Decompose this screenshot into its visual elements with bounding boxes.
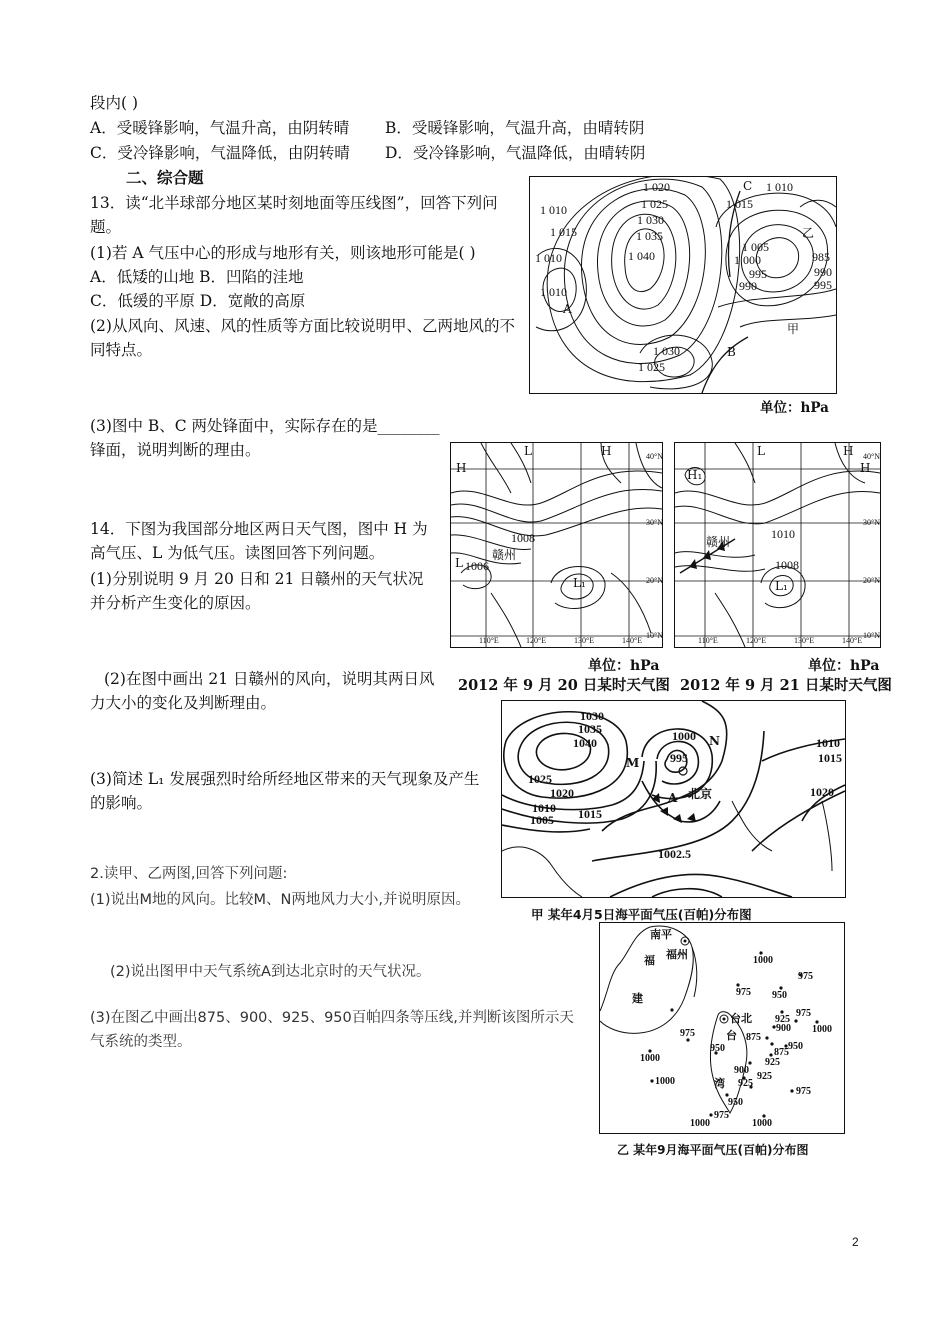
pressure-value: 875	[774, 1047, 789, 1058]
pressure-value: 975	[796, 1008, 811, 1019]
region-label: 台	[726, 1029, 737, 1042]
pressure-value: 975	[736, 987, 751, 998]
isobar-label: 1020	[810, 785, 834, 799]
page-number: 2	[852, 1235, 859, 1249]
isobar-label: 1 010	[766, 180, 793, 194]
pressure-value: 950	[772, 990, 787, 1001]
pressure-value: 1000	[752, 1118, 772, 1129]
region-label: 湾	[714, 1077, 725, 1090]
pressure-map-yi	[599, 922, 845, 1134]
pressure-center-h: H	[843, 444, 854, 458]
pressure-center-l: L	[524, 444, 532, 458]
isobar-label: 1 035	[636, 229, 663, 243]
q12-option-c: C．受冷锋影响，气温降低，由阴转晴	[90, 144, 350, 162]
q13-unit-label: 单位：hPa	[760, 400, 829, 416]
q14-part2: (2)在图中画出 21 日赣州的风向，说明其两日风力大小的变化及判断理由。	[90, 670, 435, 712]
isobar-label: 1015	[818, 751, 842, 765]
isobar-label: 1008	[511, 531, 535, 545]
q2-part1: (1)说出M地的风向。比较M、N两地风力大小,并说明原因。	[90, 892, 471, 908]
isobar-label: 1 010	[540, 203, 567, 217]
caption-jia: 甲 某年4月5日海平面气压(百帕)分布图	[531, 907, 752, 922]
location-n: N	[709, 734, 720, 748]
isobar-label: 1035	[578, 722, 602, 736]
isobar-label: 1 025	[638, 360, 665, 374]
location-jia: 甲	[787, 322, 800, 336]
longitude-label: 110°E	[479, 636, 499, 645]
front-b: B	[727, 345, 736, 359]
isobar-label: 1040	[573, 736, 597, 750]
latitude-label: 30°N	[863, 518, 880, 527]
pressure-center-h: H	[456, 461, 467, 475]
city-ganzhou: 赣州	[492, 548, 517, 562]
pressure-center-h: H	[601, 444, 612, 458]
caption-sep21: 2012 年 9 月 21 日某时天气图	[680, 677, 892, 694]
pressure-value: 975	[796, 1086, 811, 1097]
pressure-center-l1: L₁	[775, 579, 788, 593]
isobar-label: 1020	[550, 786, 574, 800]
isobar-label: 1 025	[641, 197, 668, 211]
longitude-label: 130°E	[794, 636, 815, 645]
pressure-value: 950	[788, 1041, 803, 1052]
latitude-label: 40°N	[863, 452, 880, 461]
q13-stem: 13．读“北半球部分地区某时刻地面等压线图”，回答下列问题。	[90, 194, 498, 236]
weather-map-sep20-lines	[451, 443, 662, 647]
location-m: M	[626, 756, 640, 770]
pressure-center-a: A	[563, 302, 572, 316]
latitude-label: 20°N	[863, 576, 880, 585]
isobar-label: 1000	[672, 729, 696, 743]
pressure-value: 1000	[640, 1053, 660, 1064]
q13-part1: (1)若 A 气压中心的形成与地形有关，则该地形可能是( )	[90, 244, 476, 262]
section-title: 二、综合题	[126, 168, 204, 187]
q14-unit-label-2: 单位：hPa	[808, 658, 880, 674]
isobar-label: 1 015	[550, 225, 577, 239]
pressure-value: 950	[710, 1043, 725, 1054]
longitude-label: 120°E	[746, 636, 767, 645]
pressure-map-yi-lines	[600, 923, 844, 1133]
isobar-label: 1 000	[734, 253, 761, 267]
pressure-value: 1000	[690, 1118, 710, 1129]
q14-stem: 14．下图为我国部分地区两日天气图，图中 H 为高气压、L 为低气压。读图回答下列问题。	[90, 520, 428, 562]
latitude-label: 40°N	[646, 452, 663, 461]
pressure-value: 900	[776, 1023, 791, 1034]
q12-option-b: B．受暖锋影响，气温升高，由晴转阴	[385, 119, 645, 137]
isobar-label: 995	[670, 751, 688, 765]
longitude-label: 120°E	[526, 636, 547, 645]
pressure-value: 925	[775, 1014, 790, 1025]
latitude-label: 30°N	[646, 518, 663, 527]
isobar-label: 1010	[771, 527, 795, 541]
longitude-label: 130°E	[574, 636, 595, 645]
caption-sep20: 2012 年 9 月 20 日某时天气图	[458, 677, 670, 694]
pressure-value: 1000	[753, 955, 773, 966]
q14-unit-label-1: 单位：hPa	[588, 658, 660, 674]
pressure-center-h: H	[860, 461, 871, 475]
isobar-label: 1 010	[540, 285, 567, 299]
pressure-value: 1000	[812, 1024, 832, 1035]
city-fuzhou: 福州	[666, 948, 688, 961]
isobar-label: 1005	[530, 813, 554, 827]
pressure-value: 975	[798, 971, 813, 982]
isobar-label: 1 005	[742, 240, 769, 254]
q14-part3: (3)简述 L₁ 发展强烈时给所经地区带来的天气现象及产生的影响。	[90, 770, 480, 812]
isobar-label: 1008	[775, 558, 799, 572]
city-nanping: 南平	[650, 928, 672, 941]
pressure-map-jia	[501, 700, 846, 898]
weather-map-sep20	[450, 442, 663, 648]
isobar-label: 1 030	[653, 344, 680, 358]
q13-part1-options-ab: A．低矮的山地 B．凹陷的洼地	[90, 268, 304, 286]
pressure-value: 875	[746, 1032, 761, 1043]
location-yi: 乙	[802, 226, 815, 240]
city-beijing: 北京	[688, 787, 713, 801]
latitude-label: 10°N	[863, 631, 880, 640]
isobar-label: 1015	[578, 807, 602, 821]
pressure-value: 925	[765, 1057, 780, 1068]
isobar-lines	[530, 177, 836, 393]
isobar-label: 985	[812, 250, 830, 264]
isobar-label: 1 020	[643, 180, 670, 194]
q14-part1: (1)分别说明 9 月 20 日和 21 日赣州的天气状况并分析产生变化的原因。	[90, 570, 424, 612]
isobar-label: 1 010	[535, 251, 562, 265]
weather-map-sep21	[674, 442, 881, 648]
isobar-map-q13	[529, 176, 837, 394]
isobar-label: 1030	[580, 709, 604, 723]
pressure-value: 925	[738, 1078, 753, 1089]
pressure-center-l: L	[757, 444, 765, 458]
isobar-label: 1006	[465, 559, 489, 573]
caption-yi: 乙 某年9月海平面气压(百帕)分布图	[617, 1143, 809, 1157]
isobar-label: 990	[814, 265, 832, 279]
longitude-label: 110°E	[698, 636, 718, 645]
isobar-label: 995	[814, 278, 832, 292]
isobar-label: 990	[739, 279, 757, 293]
latitude-label: 20°N	[646, 576, 663, 585]
pressure-value: 975	[680, 1028, 695, 1039]
q2-part2: (2)说出图甲中天气系统A到达北京时的天气状况。	[110, 964, 431, 980]
longitude-label: 140°E	[842, 636, 863, 645]
q12-tail: 段内( )	[90, 94, 139, 112]
q13-part1-options-cd: C．低缓的平原 D．宽敞的高原	[90, 292, 306, 310]
isobar-label: 1010	[816, 736, 840, 750]
province-label: 福	[644, 954, 655, 967]
isobar-label: 1 040	[628, 249, 655, 263]
pressure-center-h1: H₁	[687, 468, 703, 482]
pressure-value: 925	[757, 1071, 772, 1082]
q2-stem: 2.读甲、乙两图,回答下列问题:	[90, 866, 288, 882]
city-taibei: 台北	[730, 1012, 752, 1025]
pressure-value: 900	[734, 1065, 749, 1076]
isobar-label: 995	[749, 267, 767, 281]
isobar-label: 1 030	[637, 213, 664, 227]
city-ganzhou: 赣州	[706, 535, 731, 549]
q12-option-d: D．受冷锋影响，气温降低，由晴转阴	[385, 144, 646, 162]
pressure-value: 975	[714, 1110, 729, 1121]
q2-part3: (3)在图乙中画出875、900、925、950百帕四条等压线,并判断该图所示天气系统的类型。	[90, 1010, 574, 1050]
isobar-label: 1002.5	[658, 847, 691, 861]
q13-part3: (3)图中 B、C 两处锋面中，实际存在的是________锋面，说明判断的理由。	[90, 417, 440, 459]
q13-part2: (2)从风向、风速、风的性质等方面比较说明甲、乙两地风的不同特点。	[90, 317, 515, 359]
isobar-label: 1025	[528, 772, 552, 786]
pressure-value: 950	[728, 1097, 743, 1108]
province-label: 建	[632, 992, 643, 1005]
isobar-label: 1 015	[726, 197, 753, 211]
pressure-center-l: L	[455, 556, 463, 570]
latitude-label: 10°N	[646, 631, 663, 640]
q12-option-a: A．受暖锋影响，气温升高，由阴转晴	[90, 119, 350, 137]
isobar-label: 1010	[532, 801, 556, 815]
weather-system-a: A	[668, 791, 678, 805]
longitude-label: 140°E	[622, 636, 643, 645]
pressure-value: 1000	[655, 1076, 675, 1087]
pressure-center-l1: L₁	[573, 576, 586, 590]
front-c: C	[743, 179, 753, 193]
